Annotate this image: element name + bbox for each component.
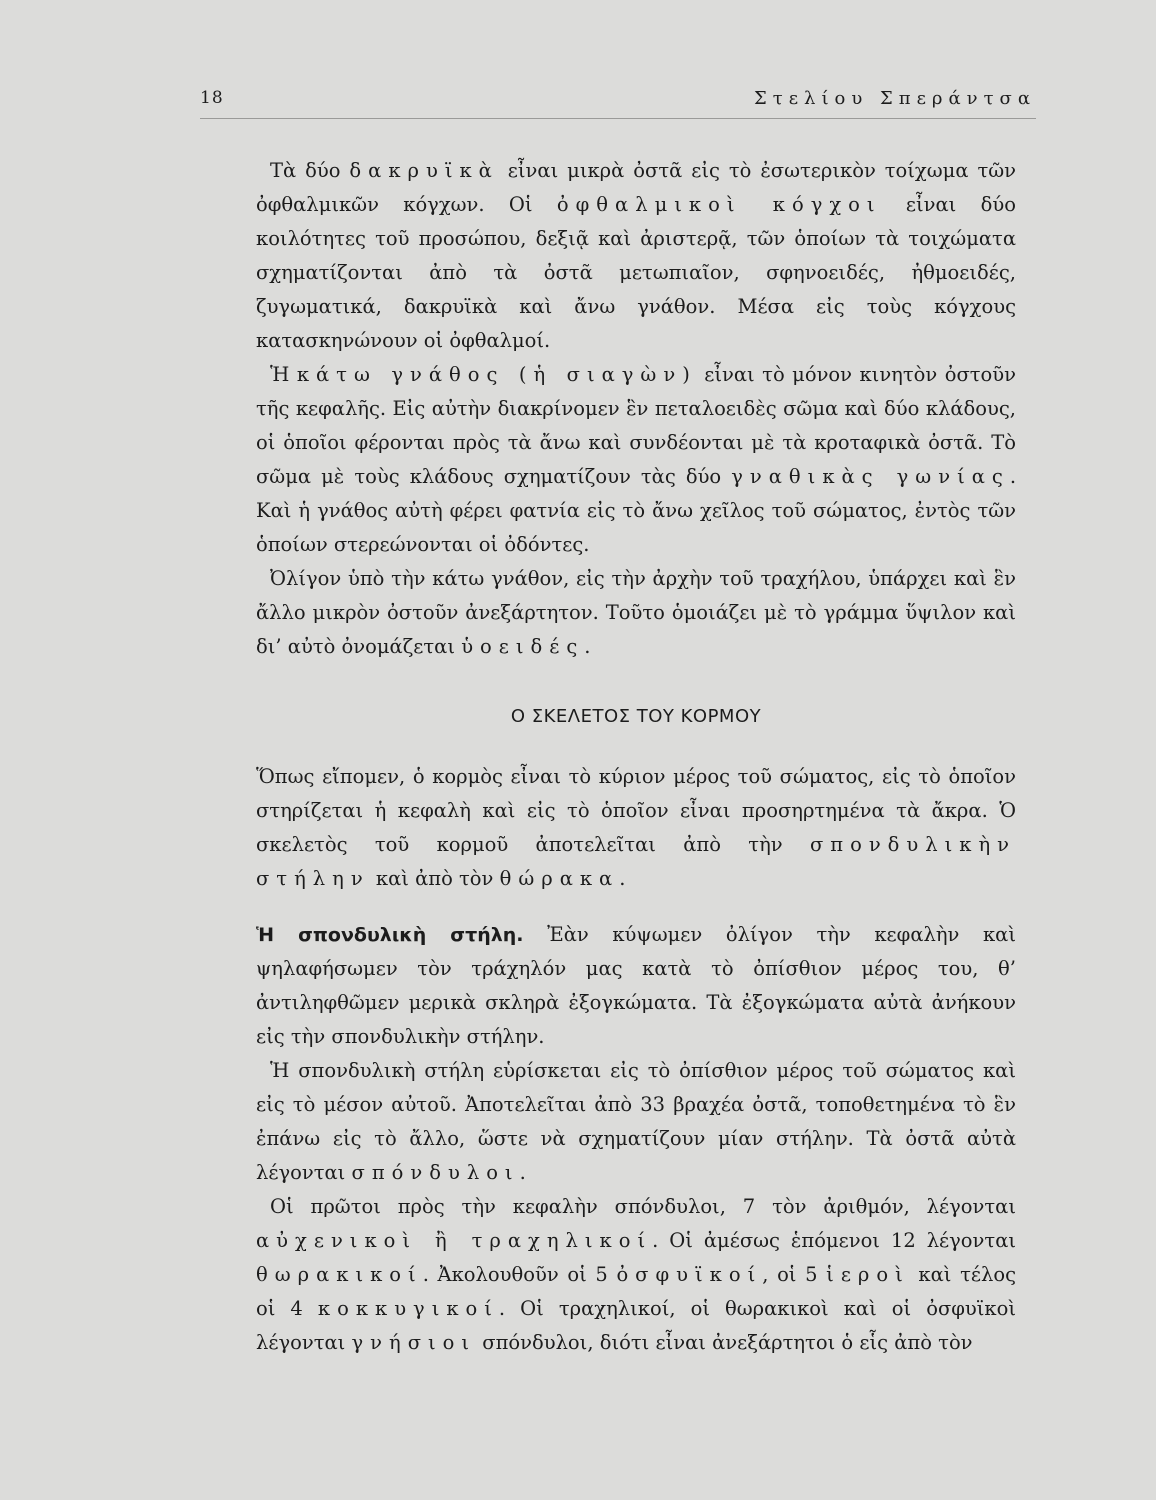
text-run: . Οἱ τραχηλικοί, οἱ θωρακικοὶ καὶ οἱ ὀσφυϊκοὶ λέγονται [256,1297,1016,1354]
text-run: Ἡ [270,363,297,386]
text-run: Οἱ πρῶτοι πρὸς τὴν κεφαλὴν σπόνδυλοι, 7 τὸν ἀριθμόν, λέγονται [270,1195,1016,1218]
paragraph [256,562,1016,664]
text-run: σπόνδυλοι, διότι εἶναι ἀνεξάρτητοι ὁ εἷς ἀπὸ τὸν [476,1331,973,1354]
text-run: , οἱ 5 [762,1263,827,1286]
spaced-term: κάτω γνάθος (ἡ σιαγὼν) [296,363,697,386]
spaced-term: δακρυϊκὰ [349,159,499,182]
text-run: καὶ τέλος οἱ 4 [256,1263,1016,1320]
paragraph [256,358,1016,562]
paragraph [256,1054,1016,1190]
spaced-term: ἱεροὶ [826,1263,910,1286]
text-block-spine [256,918,1016,1360]
subsection-heading: Ἡ σπονδυλικὴ στήλη. [256,924,524,946]
spaced-term: ὀφθαλμικοὶ κόγχοι [556,193,882,216]
spaced-term: σπονδυλικὴν στήλην [256,833,1016,890]
text-run: εἶναι δύο κοιλότητες τοῦ προσώπου, δεξιᾷ καὶ ἀριστερᾷ, τῶν ὁποίων τὰ τοιχώματα σχηματίζονται ἀπὸ τὰ ὀστᾶ μετωπιαῖον, σφηνοειδές, ἠθμοειδές, ζυγωματικά, δακρυϊκὰ καὶ ἄνω γνάθον. Μέσα εἰς τοὺς κόγχους κατασκηνώνουν οἱ ὀφθαλμοί. [256,193,1016,352]
text-run: . Καὶ ἡ γνάθος αὐτὴ φέρει φατνία εἰς τὸ ἄνω χεῖλος τοῦ σώματος, ἐντὸς τῶν ὁποίων στερεώνονται οἱ ὀδόντες. [256,465,1017,556]
text-run: εἶναι μικρὰ ὀστᾶ εἰς τὸ ἐσωτερικὸν τοίχωμα τῶν ὀφθαλμικῶν κόγχων. Οἱ [256,159,1016,216]
paragraph [256,1190,1016,1360]
spaced-term: κοκκυγικοί [317,1297,499,1320]
text-run: Ὀλίγον ὑπὸ τὴν κάτω γνάθον, εἰς τὴν ἀρχὴν τοῦ τραχήλου, ὑπάρχει καὶ ἓν ἄλλο μικρὸν ὀστοῦν ἀνεξάρτητον. Τοῦτο ὁμοιάζει μὲ τὸ γράμμα ὕψιλον καὶ δι’ αὐτὸ ὀνομάζεται [256,567,1016,658]
text-run: . [519,1161,526,1184]
paragraph [256,154,1016,358]
spaced-term: θωρακικοί [256,1263,423,1286]
page-header [200,88,1036,119]
text-run: . Ἀκολουθοῦν οἱ 5 [422,1263,617,1286]
paragraph [256,918,1016,1054]
spaced-term: αὐχενικοὶ ἢ τραχηλικοί [256,1229,653,1252]
spaced-term: γνήσιοι [351,1331,477,1354]
text-run: . Οἱ ἀμέσως ἑπόμενοι 12 λέγονται [652,1229,1017,1252]
text-run: Ἡ σπονδυλικὴ στήλη εὑρίσκεται εἰς τὸ ὀπίσθιον μέρος τοῦ σώματος καὶ εἰς τὸ μέσον αὐτοῦ. Ἀποτελεῖται ἀπὸ 33 βραχέα ὀστᾶ, τοποθετημένα τὸ ἓν ἐπάνω εἰς τὸ ἄλλο, ὥστε νὰ σχηματίζουν μίαν στήλην. Τὰ ὀστᾶ αὐτὰ λέγονται [256,1059,1016,1184]
text-run: Ὅπως εἴπομεν, ὁ κορμὸς εἶναι τὸ κύριον μέρος τοῦ σώματος, εἰς τὸ ὁποῖον στηρίζεται ἡ κεφαλὴ καὶ εἰς τὸ ὁποῖον εἶναι προσηρτημένα τὰ ἄκρα. Ὁ σκελετὸς τοῦ κορμοῦ ἀποτελεῖται ἀπὸ τὴν [256,765,1016,856]
spaced-term: ὀσφυϊκοί [616,1263,763,1286]
text-run: εἶναι τὸ μόνον κινητὸν ὀστοῦν τῆς κεφαλῆς. Εἰς αὐτὴν διακρίνομεν ἓν πεταλοειδὲς σῶμα καὶ δύο κλάδους, οἱ ὁποῖοι φέρονται πρὸς τὰ ἄνω καὶ συνδέονται μὲ τὰ κροταφικὰ ὀστᾶ. Τὸ σῶμα μὲ τοὺς κλάδους σχηματίζουν τὰς δύο [256,363,1016,488]
text-run: καὶ ἀπὸ τὸν [369,867,500,890]
text-run: Ἐὰν κύψωμεν ὀλίγον τὴν κεφαλὴν καὶ ψηλαφήσωμεν τὸν τράχηλόν μας κατὰ τὸ ὀπίσθιον μέρος του, θ’ ἀντιληφθῶμεν μερικὰ σκληρὰ ἐξογκώματα. Τὰ ἐξογκώματα αὐτὰ ἀνήκουν εἰς τὴν σπονδυλικὴν στήλην. [256,923,1016,1048]
text-block-skull [256,154,1016,664]
text-run: . [584,635,591,658]
text-block-trunk [256,760,1016,896]
text-run: Τὰ δύο [270,159,350,182]
running-head: Στελίου Σπεράντσα [754,88,1036,109]
spaced-term: ὑοειδές [461,635,585,658]
page-number: 18 [200,88,224,108]
paragraph [256,760,1016,896]
spaced-term: σπόνδυλοι [351,1161,520,1184]
spaced-term: θώρακα [499,867,620,890]
spaced-term: γναθικὰς γωνίας [731,465,1010,488]
section-heading: Ο ΣΚΕΛΕΤΟΣ ΤΟΥ ΚΟΡΜΟΥ [510,706,762,727]
text-run: . [619,867,626,890]
